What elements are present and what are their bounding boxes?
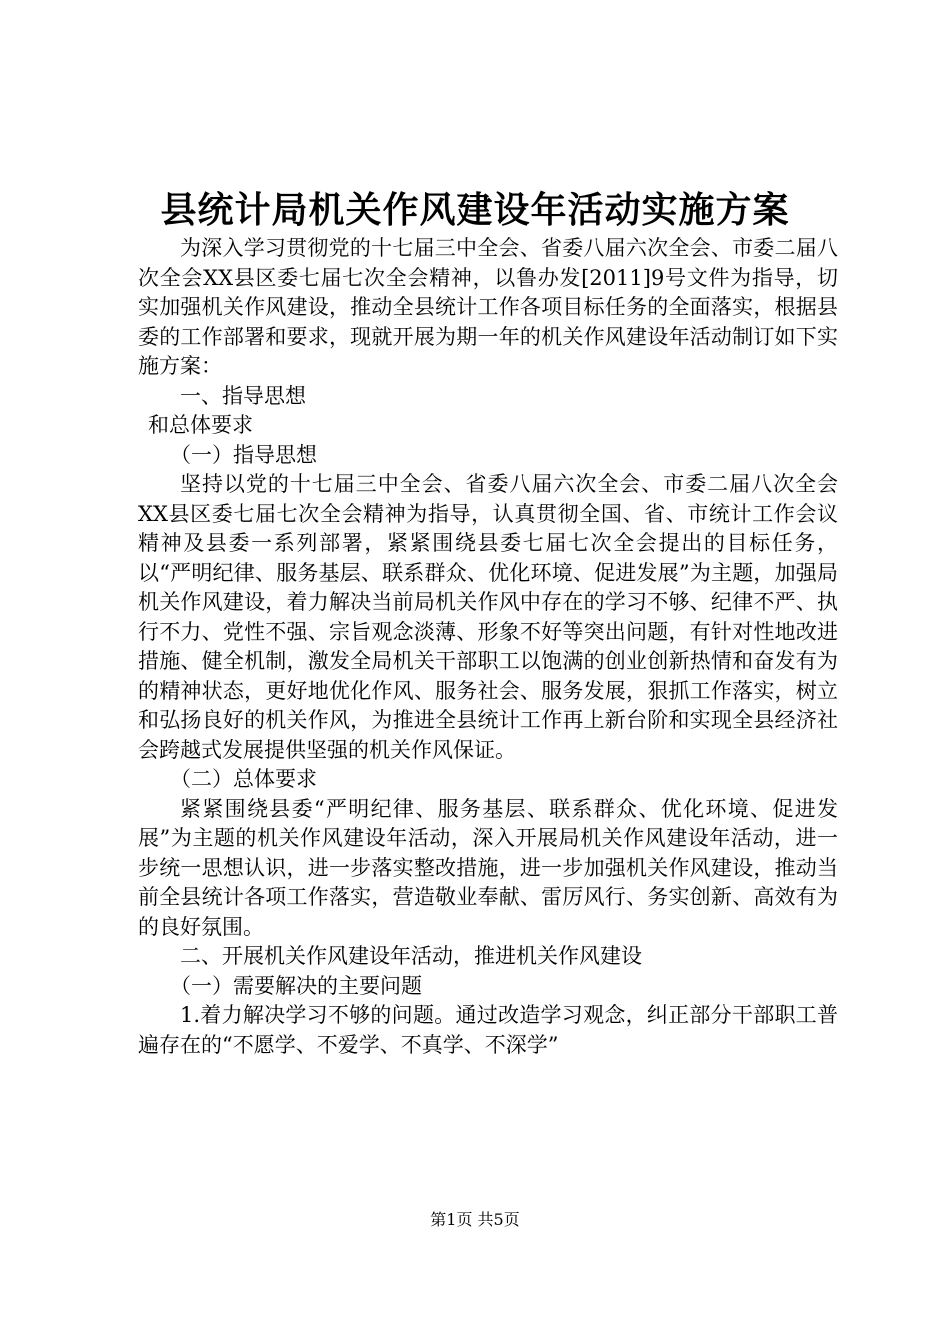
page-footer: 第1页 共5页 — [430, 1210, 520, 1229]
document-title: 县统计局机关作风建设年活动实施方案 — [160, 189, 790, 231]
paragraph-guiding-thought: 坚持以党的十七届三中全会、省委八届六次全会、市委二届八次全会XX县区委七届七次全会精神为指导，认真贯彻全国、省、市统计工作会议精神及县委一系列部署，紧紧围绕县委七届七次全会提出的目标任务，以“严明纪律、服务基层、联系群众、优化环境、促进发展”为主题，加强局机关作风建设，着力解决当前局机关作风中存在的学习不够、纪律不严、执行不力、党性不强、宗旨观念淡薄、形象不好等突出问题，有针对性地改进措施、健全机制，激发全局机关干部职工以饱满的创业创新热情和奋发有为的精神状态，更好地优化作风、服务社会、服务发展，狠抓工作落实，树立和弘扬良好的机关作风，为推进全县统计工作再上新台阶和实现全县经济社会跨越式发展提供坚强的机关作风保证。 — [138, 472, 838, 762]
paragraph-intro: 为深入学习贯彻党的十七届三中全会、省委八届六次全会、市委二届八次全会XX县区委七届七次全会精神，以鲁办发[2011]9号文件为指导，切实加强机关作风建设，推动全县统计工作各项目标任务的全面落实，根据县委的工作部署和要求，现就开展为期一年的机关作风建设年活动制订如下实施方案： — [138, 236, 838, 378]
paragraph-problem-1: 1.着力解决学习不够的问题。通过改造学习观念，纠正部分干部职工普遍存在的“不愿学、不爱学、不真学、不深学” — [138, 1003, 838, 1057]
heading-section-1-continued: 和总体要求 — [148, 413, 253, 437]
subheading-main-problems: （一）需要解决的主要问题 — [170, 973, 422, 998]
paragraph-general-requirements: 紧紧围绕县委“严明纪律、服务基层、联系群众、优化环境、促进发展”为主题的机关作风建设年活动，深入开展局机关作风建设年活动，进一步统一思想认识，进一步落实整改措施，进一步加强机关作风建设，推动当前全县统计各项工作落实，营造敬业奉献、雷厉风行、务实创新、高效有为的良好氛围。 — [138, 796, 838, 939]
document-body — [138, 234, 838, 1060]
subheading-guiding-thought: （一）指导思想 — [170, 442, 317, 467]
heading-section-2: 二、开展机关作风建设年活动，推进机关作风建设 — [180, 944, 642, 968]
heading-section-1: 一、指导思想 — [180, 383, 306, 408]
subheading-general-requirements: （二）总体要求 — [170, 767, 317, 791]
